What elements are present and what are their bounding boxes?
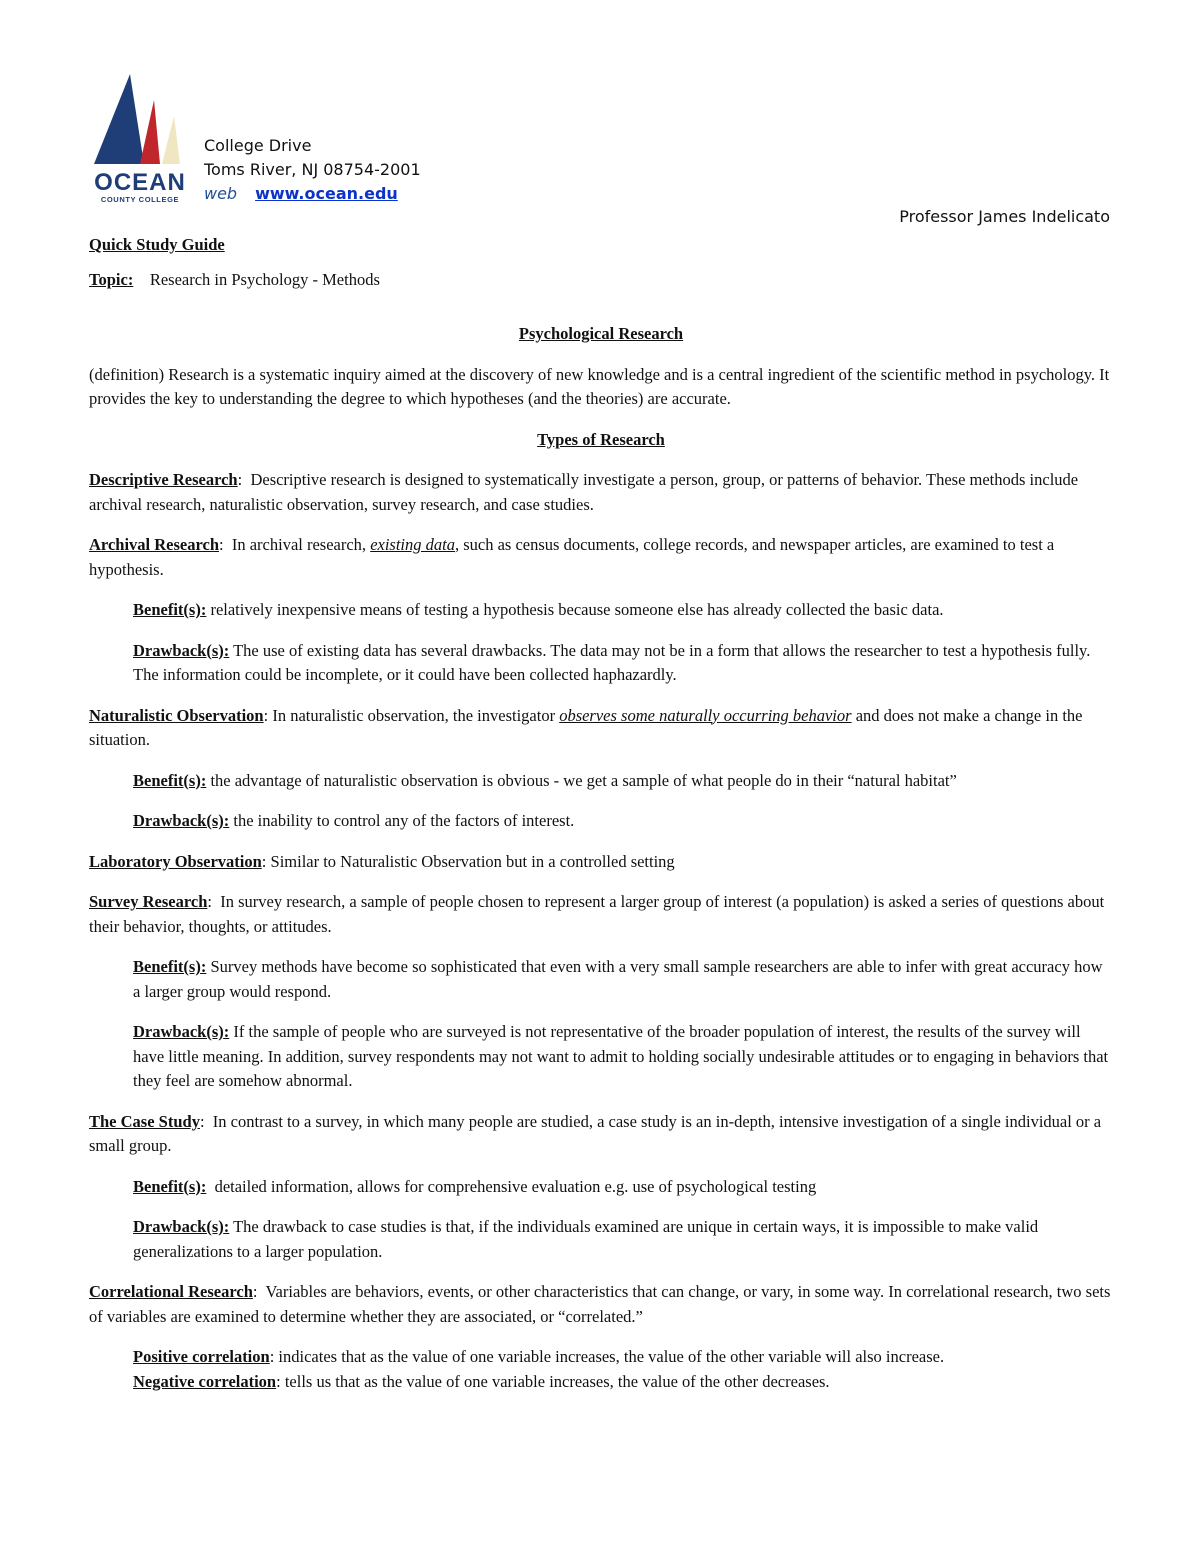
negative-correlation: Negative correlation: tells us that as the value of one variable increases, the value of the other decreases. xyxy=(133,1371,830,1391)
professor-name: Professor James Indelicato xyxy=(899,207,1110,226)
archival-research-term: Archival Research xyxy=(89,535,219,554)
correlational-research-paragraph: Correlational Research: Variables are behaviors, events, or other characteristics that can change, or vary, in some way. In correlational research, two sets of variables are examined to determine whether they are associated, or “correlated.” xyxy=(89,1282,1111,1326)
case-study-benefit: Benefit(s): detailed information, allows for comprehensive evaluation e.g. use of psychological testing xyxy=(133,1176,817,1196)
sail-logo-icon xyxy=(88,72,192,170)
logo-subtitle: COUNTY COLLEGE xyxy=(100,195,180,204)
website-link[interactable]: www.ocean.edu xyxy=(255,184,398,203)
topic-label: Topic: xyxy=(89,269,134,289)
address-web-line xyxy=(204,182,421,206)
positive-correlation: Positive correlation: indicates that as the value of one variable increases, the value of the other variable will also increase. xyxy=(133,1347,945,1366)
survey-research-term: Survey Research xyxy=(89,892,208,911)
survey-drawback: Drawback(s): If the sample of people who are surveyed is not representative of the broader population of interest, the results of the survey will have little meaning. In addition, survey respondents may not want to admit to holding socially undesirable attitudes or to engaging in behaviors that they feel are somehow abnormal. xyxy=(133,1022,1109,1090)
logo-wordmark: OCEAN xyxy=(94,169,186,196)
archival-research-paragraph: Archival Research: In archival research, existing data, such as census documents, college records, and newspaper articles, are examined to test a hypothesis. xyxy=(89,535,1055,579)
archival-drawback: Drawback(s): The use of existing data has several drawbacks. The data may not be in a form that allows the researcher to test a hypothesis fully. The information could be incomplete, or it could have been collected haphazardly. xyxy=(133,640,1091,684)
laboratory-observation-term: Laboratory Observation xyxy=(89,851,262,871)
web-label: web xyxy=(204,184,238,203)
naturalistic-drawback: Drawback(s): the inability to control any of the factors of interest. xyxy=(133,811,575,830)
research-definition: (definition) Research is a systematic inquiry aimed at the discovery of new knowledge and is a central ingredient of the scientific method in psychology. It provides the key to understanding the degree to which hypotheses (and the theories) are accurate. xyxy=(89,364,1110,408)
section-heading-psychological-research: Psychological Research xyxy=(518,324,684,343)
case-study-paragraph: The Case Study: In contrast to a survey, in which many people are studied, a case study is an in-depth, intensive investigation of a single individual or a small group. xyxy=(89,1111,1102,1155)
laboratory-observation-paragraph: Laboratory Observation: Similar to Naturalistic Observation but in a controlled setting xyxy=(89,851,675,871)
archival-benefit: Benefit(s): relatively inexpensive means of testing a hypothesis because someone else has already collected the basic data. xyxy=(133,600,944,619)
survey-research-paragraph: Survey Research: In survey research, a sample of people chosen to represent a larger group of interest (a population) is asked a series of questions about their behavior, thoughts, or attitudes. xyxy=(89,892,1105,936)
address-line-1: College Drive xyxy=(204,136,312,155)
descriptive-research-paragraph: Descriptive Research: Descriptive research is designed to systematically investigate a person, group, or patterns of behavior. These methods include archival research, naturalistic observation, survey research, and case studies. xyxy=(89,470,1079,514)
case-study-drawback: Drawback(s): The drawback to case studies is that, if the individuals examined are unique in certain ways, it is impossible to make valid generalizations to a larger population. xyxy=(133,1217,1039,1261)
descriptive-research-term: Descriptive Research xyxy=(89,470,238,489)
topic-value: Research in Psychology - Methods xyxy=(149,269,380,289)
survey-benefit: Benefit(s): Survey methods have become so sophisticated that even with a very small sample researchers are able to infer with great accuracy how a larger group would respond. xyxy=(133,957,1103,1001)
naturalistic-observation-term: Naturalistic Observation xyxy=(89,705,264,725)
guide-title: Quick Study Guide xyxy=(89,235,225,254)
address-line-2: Toms River, NJ 08754-2001 xyxy=(204,160,421,179)
college-address xyxy=(204,134,421,206)
college-logo xyxy=(88,72,192,206)
correlational-research-term: Correlational Research xyxy=(89,1282,253,1301)
naturalistic-emphasis: observes some naturally occurring behavior xyxy=(559,705,852,725)
descriptive-research-text: Descriptive research is designed to systematically investigate a person, group, or patterns of behavior. These methods include archival research, naturalistic observation, survey research, and case studies. xyxy=(89,470,1079,514)
naturalistic-observation-paragraph: Naturalistic Observation: In naturalistic observation, the investigator observes some naturally occurring behavior and does not make a change in the situation. xyxy=(89,705,1083,749)
section-heading-types-of-research: Types of Research xyxy=(537,429,665,449)
archival-emphasis: existing data xyxy=(370,535,455,554)
topic-line xyxy=(89,268,1113,293)
case-study-term: The Case Study xyxy=(89,1111,200,1131)
naturalistic-benefit: Benefit(s): the advantage of naturalistic observation is obvious - we get a sample of what people do in their “natural habitat” xyxy=(133,770,957,790)
study-guide-content xyxy=(89,233,1113,1394)
